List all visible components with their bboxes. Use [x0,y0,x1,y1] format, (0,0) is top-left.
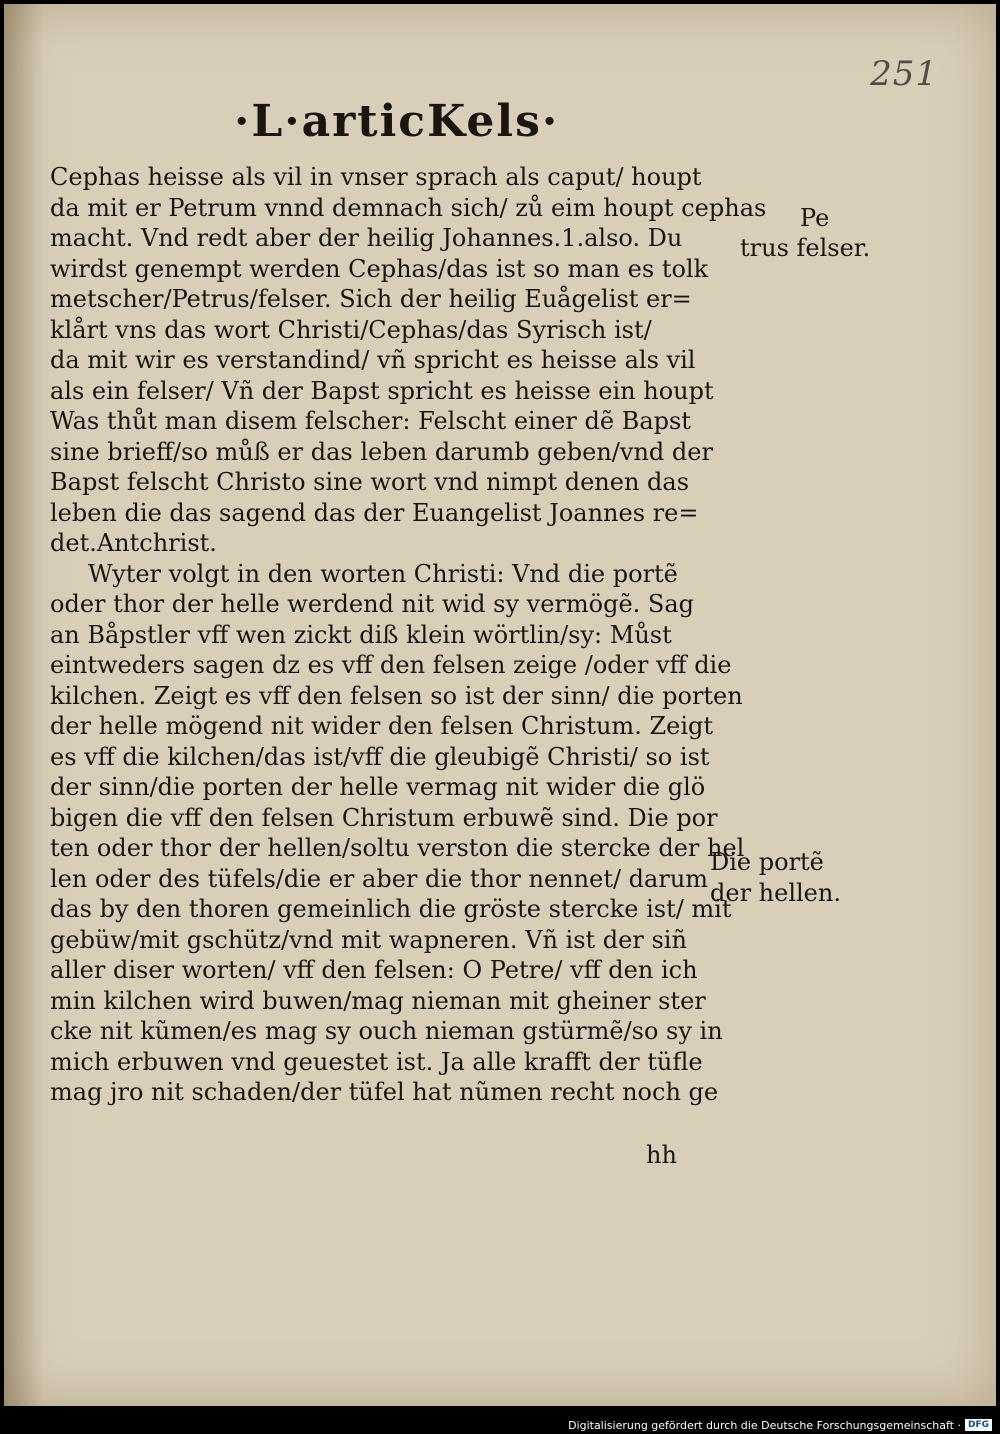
digitization-footer [568,1416,992,1434]
text-line: als ein felser/ Vñ der Bapst spricht es heisse ein houpt [50,376,714,405]
dfg-logo: DFG [965,1419,992,1431]
text-line: an Båpstler vff wen zickt diß klein wörtlin/sy: Můst [50,620,672,649]
text-line: sine brieff/so můß er das leben darumb geben/vnd der [50,437,713,466]
text-line: Cephas heisse als vil in vnser sprach als caput/ houpt [50,163,702,191]
text-line: Bapst felscht Christo sine wort vnd nimpt denen das [50,468,690,496]
text-line: len oder des tüfels/die er aber die thor nennet/ darum [50,864,709,893]
text-line: mag jro nit schaden/der tüfel hat nũmen recht noch ge [50,1078,719,1106]
text-line: der sinn/die porten der helle vermag nit wider die glö [50,773,706,801]
running-heading: ·L·articKels· [234,96,560,147]
text-line: eintweders sagen dz es vff den felsen zeige /oder vff die [50,651,732,679]
text-line: da mit er Petrum vnnd demnach sich/ zů eim houpt cephas [50,193,767,222]
text-line: wirdst genempt werden Cephas/das ist so man es tolk [50,254,709,283]
text-line: cke nit kũmen/es mag sy ouch nieman gstürmẽ/so sy in [50,1017,723,1045]
text-line: det.Antchrist. [50,529,217,557]
text-line: Was thůt man disem felscher: Felscht einer dẽ Bapst [50,407,691,435]
text-line: es vff die kilchen/das ist/vff die gleubigẽ Christi/ so ist [50,742,710,771]
marginal-note-line: Die portẽ [710,848,824,876]
footer-credit: Digitalisierung gefördert durch die Deutsche Forschungsgemeinschaft · [568,1418,961,1432]
text-line: klårt vns das wort Christi/Cephas/das Syrisch ist/ [50,315,652,344]
folio-number: 251 [870,54,938,94]
text-line: mich erbuwen vnd geuestet ist. Ja alle krafft der tüfle [50,1047,703,1076]
text-line: aller diser worten/ vff den felsen: O Petre/ vff den ich [50,956,698,984]
text-line: kilchen. Zeigt es vff den felsen so ist der sinn/ die porten [50,681,743,710]
marginal-line: trus felser. [740,234,871,262]
text-line: min kilchen wird buwen/mag nieman mit gheiner ster [50,986,706,1015]
body-text [50,162,767,1108]
text-line: da mit wir es verstandind/ vñ spricht es heisse als vil [50,346,696,374]
text-line: Wyter volgt in den worten Christi: Vnd die portẽ [88,559,678,588]
marginal-line: Pe [800,204,830,232]
text-line: oder thor der helle werdend nit wid sy vermögẽ. Sag [50,590,695,618]
text-line: metscher/Petrus/felser. Sich der heilig Euågelist er= [50,285,692,313]
text-line: gebüw/mit gschütz/vnd mit wapneren. Vñ ist der siñ [50,925,687,954]
catchword: hh [646,1141,677,1169]
scanned-page [4,4,996,1406]
text-line: ten oder thor der hellen/soltu verston die stercke der hel [50,834,745,862]
text-line: leben die das sagend das der Euangelist Joannes re= [50,498,699,527]
marginal-note-line: der hellen. [710,878,841,907]
text-line: macht. Vnd redt aber der heilig Johannes.1.also. Du [50,224,683,252]
text-line: bigen die vff den felsen Christum erbuwẽ sind. Die por [50,803,718,832]
text-line: der helle mögend nit wider den felsen Christum. Zeigt [50,712,714,740]
marginal-note [710,847,841,908]
text-line: das by den thoren gemeinlich die gröste stercke ist/ mit [50,895,732,923]
